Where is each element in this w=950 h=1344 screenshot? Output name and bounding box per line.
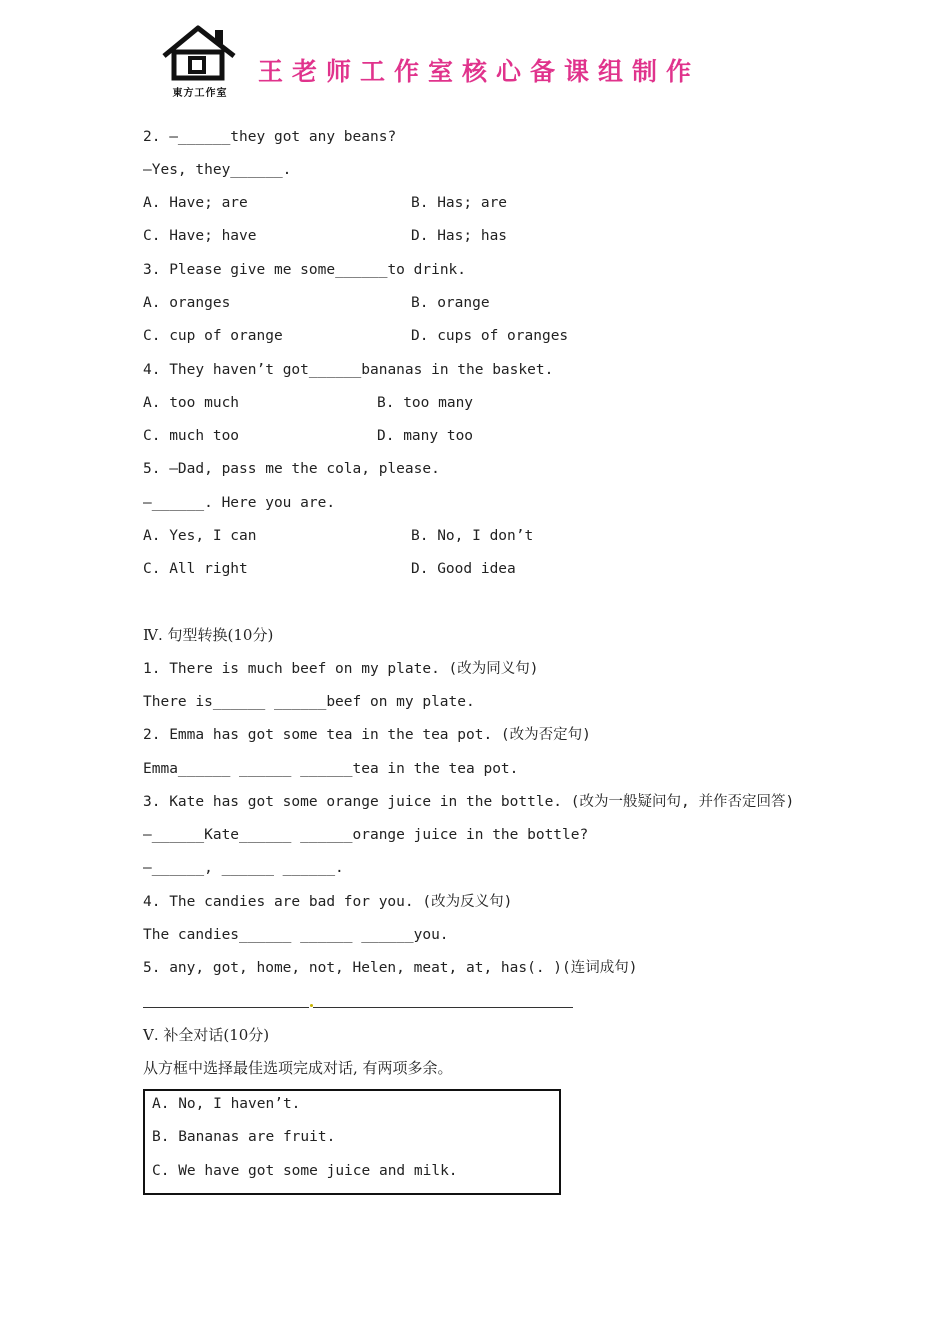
- answer-line-right: [313, 1007, 573, 1008]
- s4-question-1: 1. There is much beef on my plate. (改为同义句): [143, 661, 539, 677]
- logo-caption: 東方工作室: [172, 88, 228, 99]
- option-3b: B. orange: [411, 295, 490, 311]
- option-2c: C. Have; have: [143, 228, 257, 244]
- option-3a: A. oranges: [143, 295, 231, 311]
- s4-question-2: 2. Emma has got some tea in the tea pot. (改为否定句): [143, 727, 591, 743]
- option-5a: A. Yes, I can: [143, 528, 257, 544]
- option-5c: C. All right: [143, 561, 248, 577]
- option-2b: B. Has; are: [411, 195, 508, 211]
- s4-answer-3: —______Kate______ ______orange juice in the bottle?: [143, 827, 589, 843]
- answer-line-left: [143, 1007, 309, 1008]
- option-4d: D. many too: [377, 428, 474, 444]
- header-banner: 王老师工作室核心备课组制作: [258, 57, 701, 86]
- option-2d: D. Has; has: [411, 228, 508, 244]
- question-4-line-1: 4. They haven’t got______bananas in the basket.: [143, 362, 554, 378]
- s4-answer-2: Emma______ ______ ______tea in the tea pot.: [143, 761, 519, 777]
- stray-mark: [310, 1004, 313, 1007]
- section-5-title: Ⅴ. 补全对话(10分): [143, 1026, 270, 1044]
- s4-answer-3-reply: —______, ______ ______.: [143, 860, 344, 876]
- option-4c: C. much too: [143, 428, 240, 444]
- option-5d: D. Good idea: [411, 561, 516, 577]
- question-2-line-2: —Yes, they______.: [143, 162, 292, 178]
- section-4-title: Ⅳ. 句型转换(10分): [143, 626, 274, 644]
- box-option-a: A. No, I haven’t.: [152, 1096, 301, 1112]
- option-4a: A. too much: [143, 395, 240, 411]
- question-3-line-1: 3. Please give me some______to drink.: [143, 262, 467, 278]
- option-3d: D. cups of oranges: [411, 328, 569, 344]
- s4-answer-1: There is______ ______beef on my plate.: [143, 694, 475, 710]
- question-5-line-1: 5. —Dad, pass me the cola, please.: [143, 461, 440, 477]
- option-5b: B. No, I don’t: [411, 528, 534, 544]
- studio-logo: [160, 24, 240, 100]
- box-option-c: C. We have got some juice and milk.: [152, 1163, 458, 1179]
- s4-question-3: 3. Kate has got some orange juice in the bottle. (改为一般疑问句, 并作否定回答): [143, 794, 795, 810]
- question-2-line-1: 2. —______they got any beans?: [143, 129, 397, 145]
- option-3c: C. cup of orange: [143, 328, 283, 344]
- question-5-line-2: —______. Here you are.: [143, 495, 336, 511]
- s4-answer-4: The candies______ ______ ______you.: [143, 927, 449, 943]
- house-icon: [160, 24, 240, 88]
- option-4b: B. too many: [377, 395, 474, 411]
- s4-question-5: 5. any, got, home, not, Helen, meat, at, has(. )(连词成句): [143, 960, 638, 976]
- section-5-instruction: 从方框中选择最佳选项完成对话, 有两项多余。: [143, 1059, 453, 1077]
- s4-question-4: 4. The candies are bad for you. (改为反义句): [143, 894, 513, 910]
- option-2a: A. Have; are: [143, 195, 248, 211]
- box-option-b: B. Bananas are fruit.: [152, 1129, 336, 1145]
